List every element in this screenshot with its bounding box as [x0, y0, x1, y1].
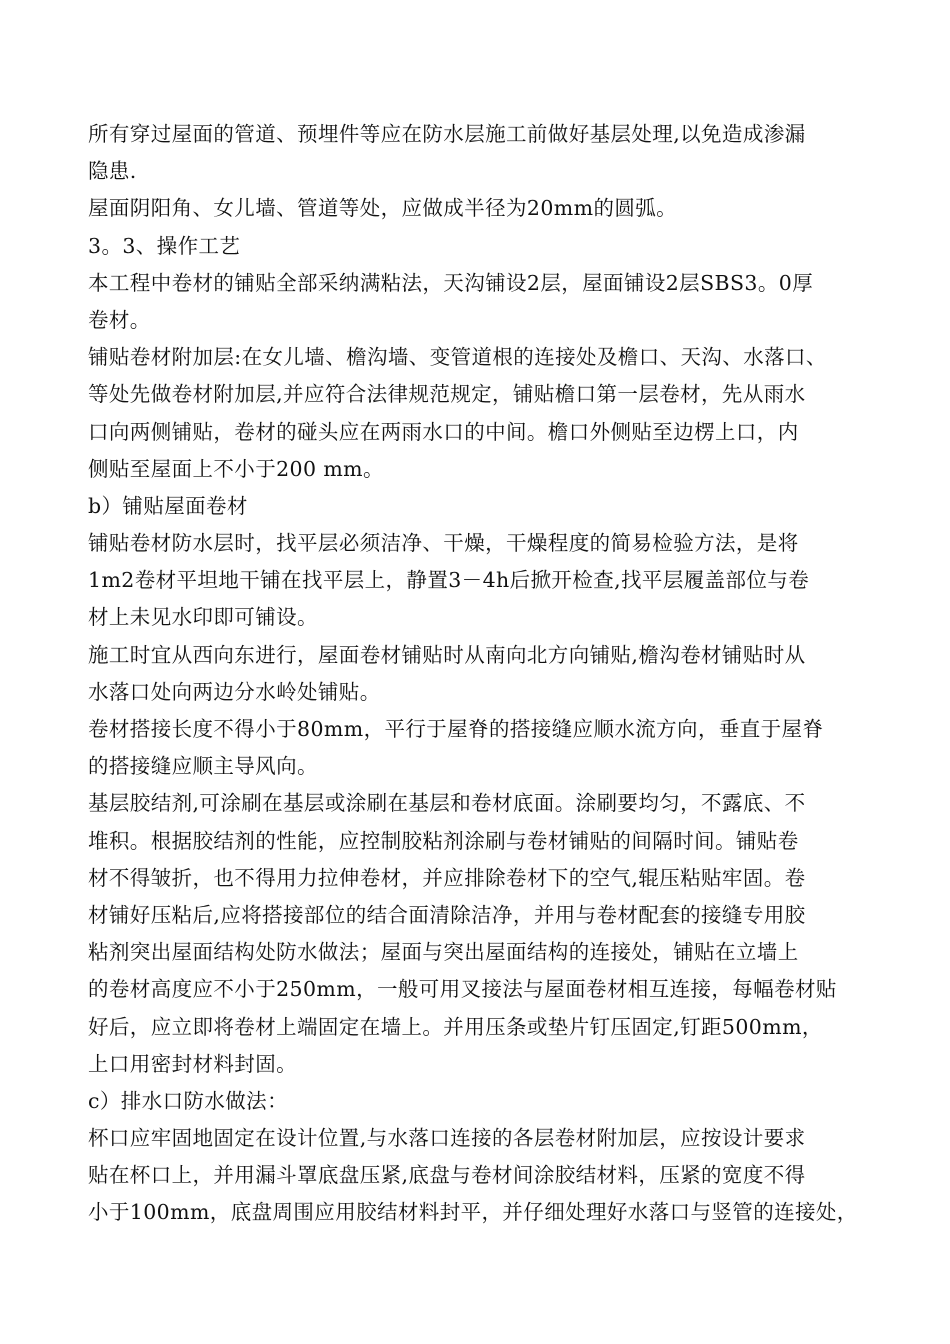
text-line: 施工时宜从西向东进行，屋面卷材铺贴时从南向北方向铺贴,檐沟卷材铺贴时从: [88, 642, 806, 667]
text-line: 口向两侧铺贴，卷材的碰头应在两雨水口的中间。檐口外侧贴至边楞上口，内: [88, 419, 799, 444]
text-line: 屋面阴阳角、女儿墙、管道等处，应做成半径为20mm的圆弧。: [88, 196, 678, 221]
text-line: 所有穿过屋面的管道、预埋件等应在防水层施工前做好基层处理,以免造成渗漏: [88, 122, 806, 146]
text-line: 铺贴卷材防水层时，找平层必须洁净、干燥，干燥程度的简易检验方法，是将: [88, 531, 799, 556]
document-body: [88, 116, 878, 1232]
text-line: 基层胶结剂,可涂刷在基层或涂刷在基层和卷材底面。涂刷要均匀，不露底、不: [88, 791, 806, 816]
text-line: 1m2卷材平坦地干铺在找平层上，静置3－4h后掀开检查,找平层履盖部位与卷: [88, 568, 810, 593]
subsection-heading: b）铺贴屋面卷材: [88, 493, 248, 518]
text-line: 卷材。: [88, 307, 151, 332]
text-line: 的搭接缝应顺主导风向。: [88, 754, 318, 779]
text-line: 材铺好压粘后,应将搭接部位的结合面清除洁净，并用与卷材配套的接缝专用胶: [88, 902, 806, 927]
text-line: 侧贴至屋面上不小于200 mm。: [88, 456, 384, 481]
text-line: 堆积。根据胶结剂的性能，应控制胶粘剂涂刷与卷材铺贴的间隔时间。铺贴卷: [88, 828, 799, 853]
text-line: 材上未见水印即可铺设。: [88, 605, 318, 630]
text-line: 小于100mm，底盘周围应用胶结材料封平，并仔细处理好水落口与竖管的连接处，: [88, 1200, 858, 1225]
text-line: 的卷材高度应不小于250mm，一般可用叉接法与屋面卷材相互连接，每幅卷材贴: [88, 977, 837, 1002]
text-line: 贴在杯口上，并用漏斗罩底盘压紧,底盘与卷材间涂胶结材料，压紧的宽度不得: [88, 1163, 806, 1188]
section-heading: 3。3、操作工艺: [88, 233, 241, 258]
text-line: 上口用密封材料封固。: [88, 1051, 297, 1076]
text-line: 杯口应牢固地固定在设计位置,与水落口连接的各层卷材附加层，应按设计要求: [88, 1126, 806, 1151]
text-line: 本工程中卷材的铺贴全部采纳满粘法，天沟铺设2层，屋面铺设2层SBS3。0厚: [88, 270, 814, 295]
text-line: 水落口处向两边分水岭处铺贴。: [88, 679, 381, 704]
text-line: 铺贴卷材附加层:在女儿墙、檐沟墙、变管道根的连接处及檐口、天沟、水落口、: [88, 345, 827, 370]
text-line: 隐患.: [88, 159, 137, 184]
subsection-heading: c）排水口防水做法：: [88, 1088, 288, 1113]
text-line: 粘剂突出屋面结构处防水做法；屋面与突出屋面结构的连接处，铺贴在立墙上: [88, 940, 799, 965]
text-line: 卷材搭接长度不得小于80mm，平行于屋脊的搭接缝应顺水流方向，垂直于屋脊: [88, 717, 824, 741]
text-line: 好后，应立即将卷材上端固定在墙上。并用压条或垫片钉压固定,钉距500mm，: [88, 1014, 823, 1039]
text-line: 材不得皱折，也不得用力拉伸卷材，并应排除卷材下的空气,辊压粘贴牢固。卷: [88, 865, 806, 890]
text-line: 等处先做卷材附加层,并应符合法律规范规定，铺贴檐口第一层卷材，先从雨水: [88, 382, 806, 407]
